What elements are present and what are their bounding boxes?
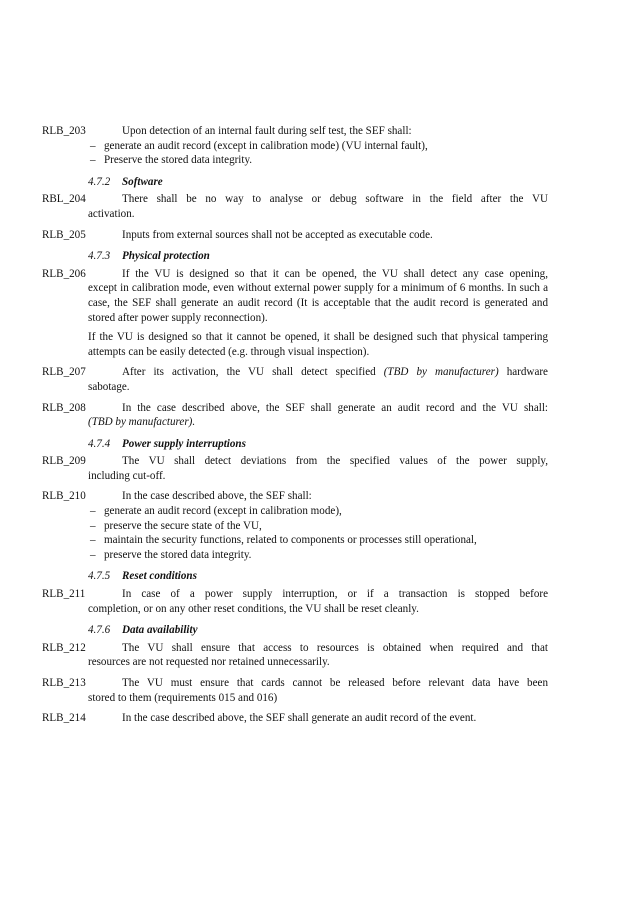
dash-bullet: – bbox=[90, 534, 96, 547]
list-item: – maintain the security functions, related to components or processes still operational, bbox=[90, 534, 477, 547]
section-title: Physical protection bbox=[122, 250, 210, 263]
tbd-note: (TBD by manufacturer) bbox=[383, 366, 499, 379]
requirement-text-cont: resources are not requested nor retained unnecessarily. bbox=[88, 656, 330, 669]
list-item: – preserve the secure state of the VU, bbox=[90, 519, 262, 532]
section-number: 4.7.2 bbox=[88, 175, 111, 188]
requirement-text: There shall be no way to analyse or debug software in the field after the VU bbox=[122, 193, 548, 206]
section-heading-4-7-3 bbox=[42, 249, 548, 264]
section-heading-4-7-4 bbox=[42, 437, 548, 452]
requirement-id: RLB_212 bbox=[42, 641, 86, 654]
requirement-text: Upon detection of an internal fault during self test, the SEF shall: bbox=[122, 125, 412, 137]
requirement-id: RLB_213 bbox=[42, 677, 86, 689]
requirement-text: In the case described above, the SEF shall generate an audit record and the VU shall: bbox=[122, 401, 548, 414]
requirement-text-cont: completion, or on any other reset conditions, the VU shall be reset cleanly. bbox=[88, 602, 419, 615]
requirement-rlb-208 bbox=[42, 401, 548, 430]
requirement-id: RLB_203 bbox=[42, 125, 86, 137]
list-item: – preserve the stored data integrity. bbox=[90, 548, 252, 561]
requirement-rlb-209 bbox=[42, 454, 548, 483]
requirement-text: Inputs from external sources shall not be accepted as executable code. bbox=[122, 228, 433, 241]
dash-bullet: – bbox=[90, 519, 96, 532]
requirement-id: RLB_206 bbox=[42, 267, 86, 280]
requirement-rlb-206 bbox=[42, 267, 548, 360]
requirement-rlb-211 bbox=[42, 587, 548, 616]
requirement-paragraph: If the VU is designed so that it cannot be opened, it shall be designed such that physical tampering attempts can be easily detected (e.g. through visual inspection). bbox=[88, 331, 548, 358]
section-title: Software bbox=[122, 175, 163, 188]
section-heading-4-7-5 bbox=[42, 569, 548, 584]
requirement-text-cont: except in calibration mode, even without external power supply for a minimum of 6 months. In such a case, the SEF shall generate an audit record (It is acceptable that the audit record is generated and stored after power supply reconnection). bbox=[88, 282, 548, 324]
section-heading-4-7-6 bbox=[42, 623, 548, 638]
requirement-id: RLB_214 bbox=[42, 712, 86, 725]
requirement-list bbox=[42, 139, 548, 168]
requirement-rlb-207 bbox=[42, 365, 548, 394]
requirement-text: After its activation, the VU shall detect specified (TBD by manufacturer) hardware bbox=[122, 366, 548, 379]
requirement-id: RLB_210 bbox=[42, 490, 86, 503]
requirement-text: In case of a power supply interruption, or if a transaction is stopped before bbox=[122, 588, 548, 601]
section-title: Power supply interruptions bbox=[122, 437, 246, 450]
requirement-text: If the VU is designed so that it can be opened, the VU shall detect any case opening, bbox=[122, 267, 548, 280]
requirement-text-cont: sabotage. bbox=[88, 380, 130, 393]
requirement-text-cont: stored to them (requirements 015 and 016) bbox=[88, 691, 278, 704]
section-number: 4.7.6 bbox=[88, 624, 111, 637]
section-number: 4.7.5 bbox=[88, 570, 111, 583]
section-number: 4.7.4 bbox=[88, 437, 111, 450]
requirement-text: The VU shall detect deviations from the specified values of the power supply, bbox=[122, 455, 548, 468]
list-item: – generate an audit record (except in calibration mode) (VU internal fault), bbox=[90, 139, 428, 152]
list-item: – Preserve the stored data integrity. bbox=[90, 154, 253, 167]
dash-bullet: – bbox=[90, 154, 96, 167]
requirement-id: RLB_209 bbox=[42, 455, 86, 468]
requirement-text-cont: activation. bbox=[88, 207, 135, 220]
requirement-text-cont bbox=[42, 415, 548, 430]
requirement-text-cont: including cut-off. bbox=[88, 469, 166, 482]
requirement-id: RBL_204 bbox=[42, 193, 86, 206]
dash-bullet: – bbox=[90, 548, 96, 561]
requirement-id: RLB_208 bbox=[42, 401, 86, 414]
section-title: Reset conditions bbox=[122, 570, 197, 583]
tbd-note: (TBD by manufacturer). bbox=[88, 416, 196, 429]
requirement-rlb-205 bbox=[42, 228, 548, 243]
section-title: Data availability bbox=[122, 624, 198, 637]
requirement-id: RLB_205 bbox=[42, 228, 86, 241]
section-heading-4-7-2 bbox=[42, 175, 548, 190]
requirement-text: In the case described above, the SEF shall generate an audit record of the event. bbox=[122, 712, 477, 725]
section-number: 4.7.3 bbox=[88, 250, 111, 263]
requirement-text: In the case described above, the SEF shall: bbox=[122, 490, 312, 503]
list-item: – generate an audit record (except in calibration mode), bbox=[90, 505, 342, 518]
dash-bullet: – bbox=[90, 139, 96, 152]
requirement-rbl-204 bbox=[42, 192, 548, 221]
requirement-id: RLB_207 bbox=[42, 366, 86, 379]
requirement-text: The VU shall ensure that access to resources is obtained when required and that bbox=[122, 641, 548, 654]
requirement-rlb-212 bbox=[42, 641, 548, 670]
requirement-text: The VU must ensure that cards cannot be released before relevant data have been bbox=[122, 677, 548, 689]
dash-bullet: – bbox=[90, 505, 96, 518]
requirement-list bbox=[42, 504, 548, 562]
requirement-rlb-214 bbox=[42, 711, 548, 726]
requirement-rlb-203 bbox=[42, 124, 548, 168]
requirement-rlb-210 bbox=[42, 489, 548, 562]
document-body bbox=[42, 124, 548, 732]
requirement-rlb-213 bbox=[42, 676, 548, 705]
requirement-id: RLB_211 bbox=[42, 588, 86, 601]
